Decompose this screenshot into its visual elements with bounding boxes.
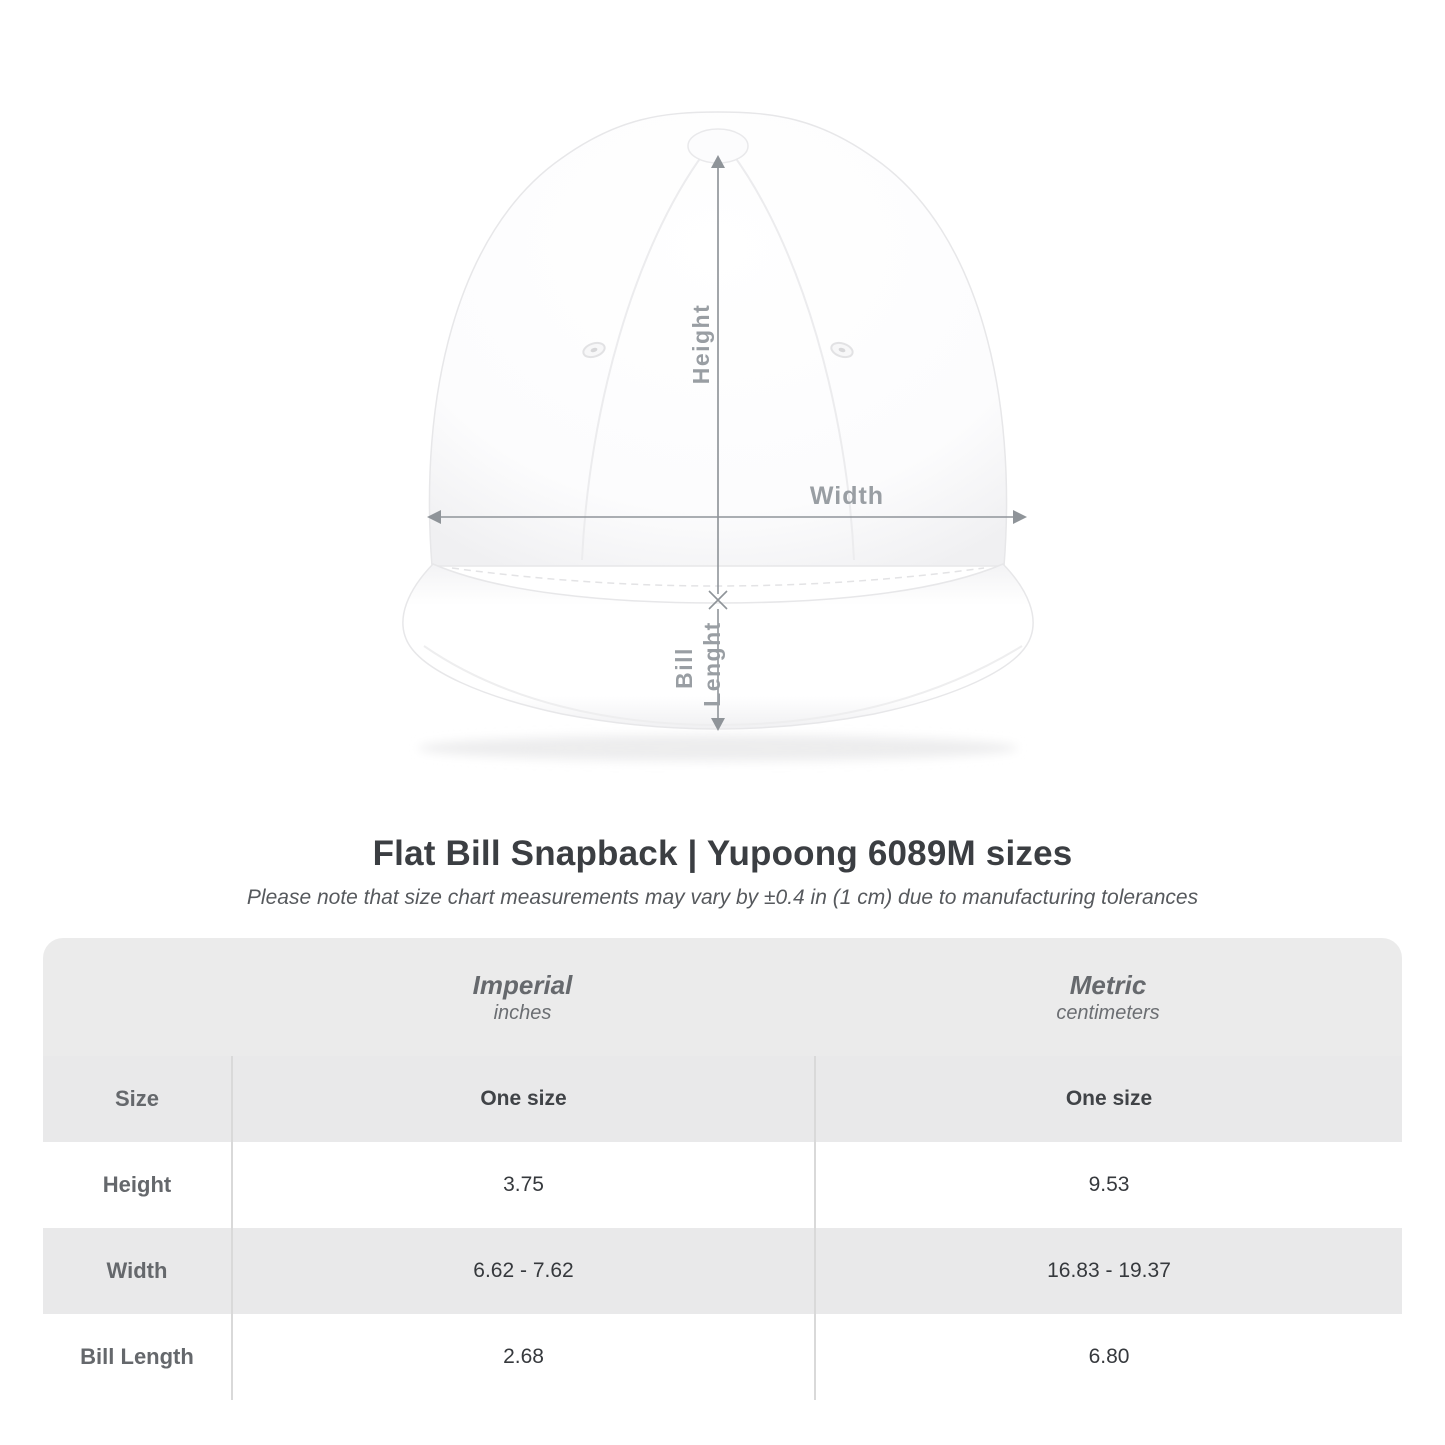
metric-value-cell: 9.53: [814, 1142, 1402, 1228]
row-label-cell: Height: [102, 1172, 172, 1197]
table-row-bill-length: [43, 1314, 1402, 1400]
width-arrowhead-right: [1013, 510, 1027, 524]
table-row-width: [43, 1228, 1402, 1314]
metric-column-title: Metric: [1069, 970, 1147, 1000]
table-row-height: [43, 1142, 1402, 1228]
metric-value-cell: 6.80: [814, 1314, 1402, 1400]
width-dimension-label: Width: [809, 482, 885, 510]
bill-length-dimension-label: Bill Lenght: [671, 621, 725, 707]
row-label-cell: Bill Length: [80, 1344, 194, 1369]
hat-shadow: [418, 735, 1018, 761]
imperial-value-cell: 3.75: [231, 1142, 814, 1228]
size-table: [43, 938, 1402, 1400]
metric-value-cell: One size: [814, 1056, 1402, 1142]
empty-header-cell: [43, 938, 231, 1056]
row-label-cell: Width: [106, 1258, 168, 1283]
metric-column-unit: centimeters: [1056, 1002, 1160, 1024]
metric-value-cell: 16.83 - 19.37: [814, 1228, 1402, 1314]
imperial-value-cell: 6.62 - 7.62: [231, 1228, 814, 1314]
imperial-column-title: Imperial: [472, 970, 573, 1000]
imperial-value-cell: 2.68: [231, 1314, 814, 1400]
size-table-header: [43, 938, 1402, 1056]
tolerance-note: Please note that size chart measurements may vary by ±0.4 in (1 cm) due to manufacturing tolerances: [246, 886, 1199, 909]
row-label-cell: Size: [114, 1086, 160, 1111]
imperial-value-cell: One size: [231, 1056, 814, 1142]
height-dimension-label: Height: [688, 303, 715, 385]
imperial-column-unit: inches: [493, 1002, 552, 1024]
metric-column-header: [814, 938, 1402, 1056]
page-title: Flat Bill Snapback | Yupoong 6089M sizes: [372, 834, 1073, 873]
imperial-column-header: [231, 938, 814, 1056]
table-row-size: [43, 1056, 1402, 1142]
